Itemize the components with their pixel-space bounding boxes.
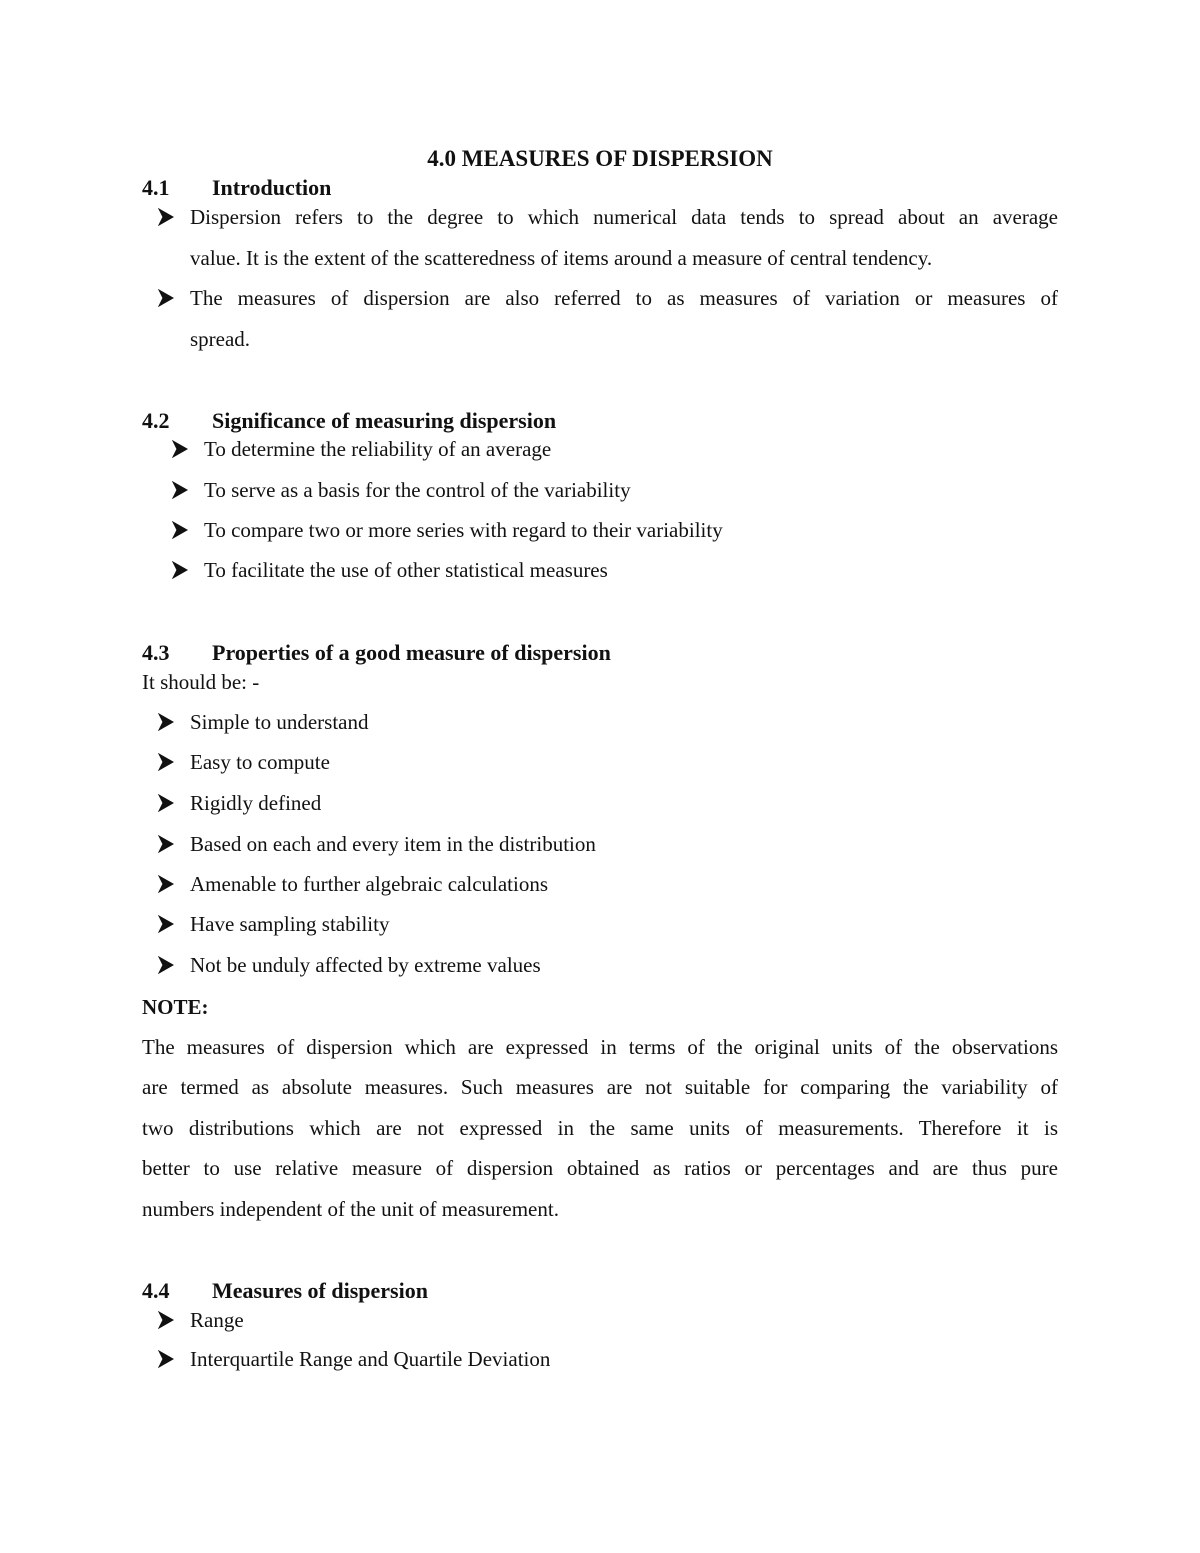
section-title: Measures of dispersion xyxy=(212,1278,428,1303)
list-item-text: Easy to compute xyxy=(190,750,330,774)
note-line: two distributions which are not expressed in the same units of measurements. Therefore it is xyxy=(142,1116,1058,1140)
list-item-text: To facilitate the use of other statistical measures xyxy=(204,558,608,582)
list-item-text: Have sampling stability xyxy=(190,912,390,936)
section-number: 4.4 xyxy=(142,1278,170,1303)
section-title: Introduction xyxy=(212,175,332,200)
note-line: numbers independent of the unit of measurement. xyxy=(142,1197,559,1221)
arrowhead-bullet-icon xyxy=(158,794,174,812)
list-item-continuation: value. It is the extent of the scatteredness of items around a measure of central tendency. xyxy=(190,246,933,270)
section-number: 4.1 xyxy=(142,175,170,200)
list-item-text: Range xyxy=(190,1308,244,1332)
arrowhead-bullet-icon xyxy=(172,481,188,499)
arrowhead-bullet-icon xyxy=(158,956,174,974)
arrowhead-bullet-icon xyxy=(158,753,174,771)
list-item-text: Interquartile Range and Quartile Deviation xyxy=(190,1347,551,1371)
list-item-continuation: spread. xyxy=(190,327,251,351)
section-title: Properties of a good measure of dispersion xyxy=(212,640,611,665)
arrowhead-bullet-icon xyxy=(158,835,174,853)
arrowhead-bullet-icon xyxy=(158,713,174,731)
section-intro: It should be: - xyxy=(142,670,260,694)
list-item-text: Based on each and every item in the distribution xyxy=(190,832,596,856)
section-number: 4.2 xyxy=(142,408,170,433)
note-line: The measures of dispersion which are expressed in terms of the original units of the observations xyxy=(142,1035,1058,1059)
list-item-text: To determine the reliability of an average xyxy=(204,437,552,461)
note-label: NOTE: xyxy=(142,995,209,1019)
section-title: Significance of measuring dispersion xyxy=(212,408,557,433)
arrowhead-bullet-icon xyxy=(158,1350,174,1368)
arrowhead-bullet-icon xyxy=(172,521,188,539)
list-item-text: To serve as a basis for the control of the variability xyxy=(204,478,631,502)
document-title: 4.0 MEASURES OF DISPERSION xyxy=(427,146,773,171)
note-line: better to use relative measure of dispersion obtained as ratios or percentages and are thus pure xyxy=(142,1156,1058,1180)
arrowhead-bullet-icon xyxy=(158,208,174,226)
arrowhead-bullet-icon xyxy=(158,915,174,933)
list-item-text: The measures of dispersion are also referred to as measures of variation or measures of xyxy=(190,286,1058,310)
section-4-4-heading xyxy=(142,1277,428,1305)
arrowhead-bullet-icon xyxy=(158,875,174,893)
arrowhead-bullet-icon xyxy=(172,561,188,579)
section-4-3-heading xyxy=(142,639,611,667)
list-item-text: Simple to understand xyxy=(190,710,369,734)
list-item-text: Not be unduly affected by extreme values xyxy=(190,953,541,977)
list-item-text: Amenable to further algebraic calculations xyxy=(190,872,549,896)
arrowhead-bullet-icon xyxy=(158,289,174,307)
list-item-text: To compare two or more series with regard to their variability xyxy=(204,518,723,542)
arrowhead-bullet-icon xyxy=(158,1311,174,1329)
section-number: 4.3 xyxy=(142,640,170,665)
note-line: are termed as absolute measures. Such measures are not suitable for comparing the variability of xyxy=(142,1075,1058,1099)
list-item-text: Dispersion refers to the degree to which numerical data tends to spread about an average xyxy=(190,205,1058,229)
list-item-text: Rigidly defined xyxy=(190,791,322,815)
arrowhead-bullet-icon xyxy=(172,440,188,458)
